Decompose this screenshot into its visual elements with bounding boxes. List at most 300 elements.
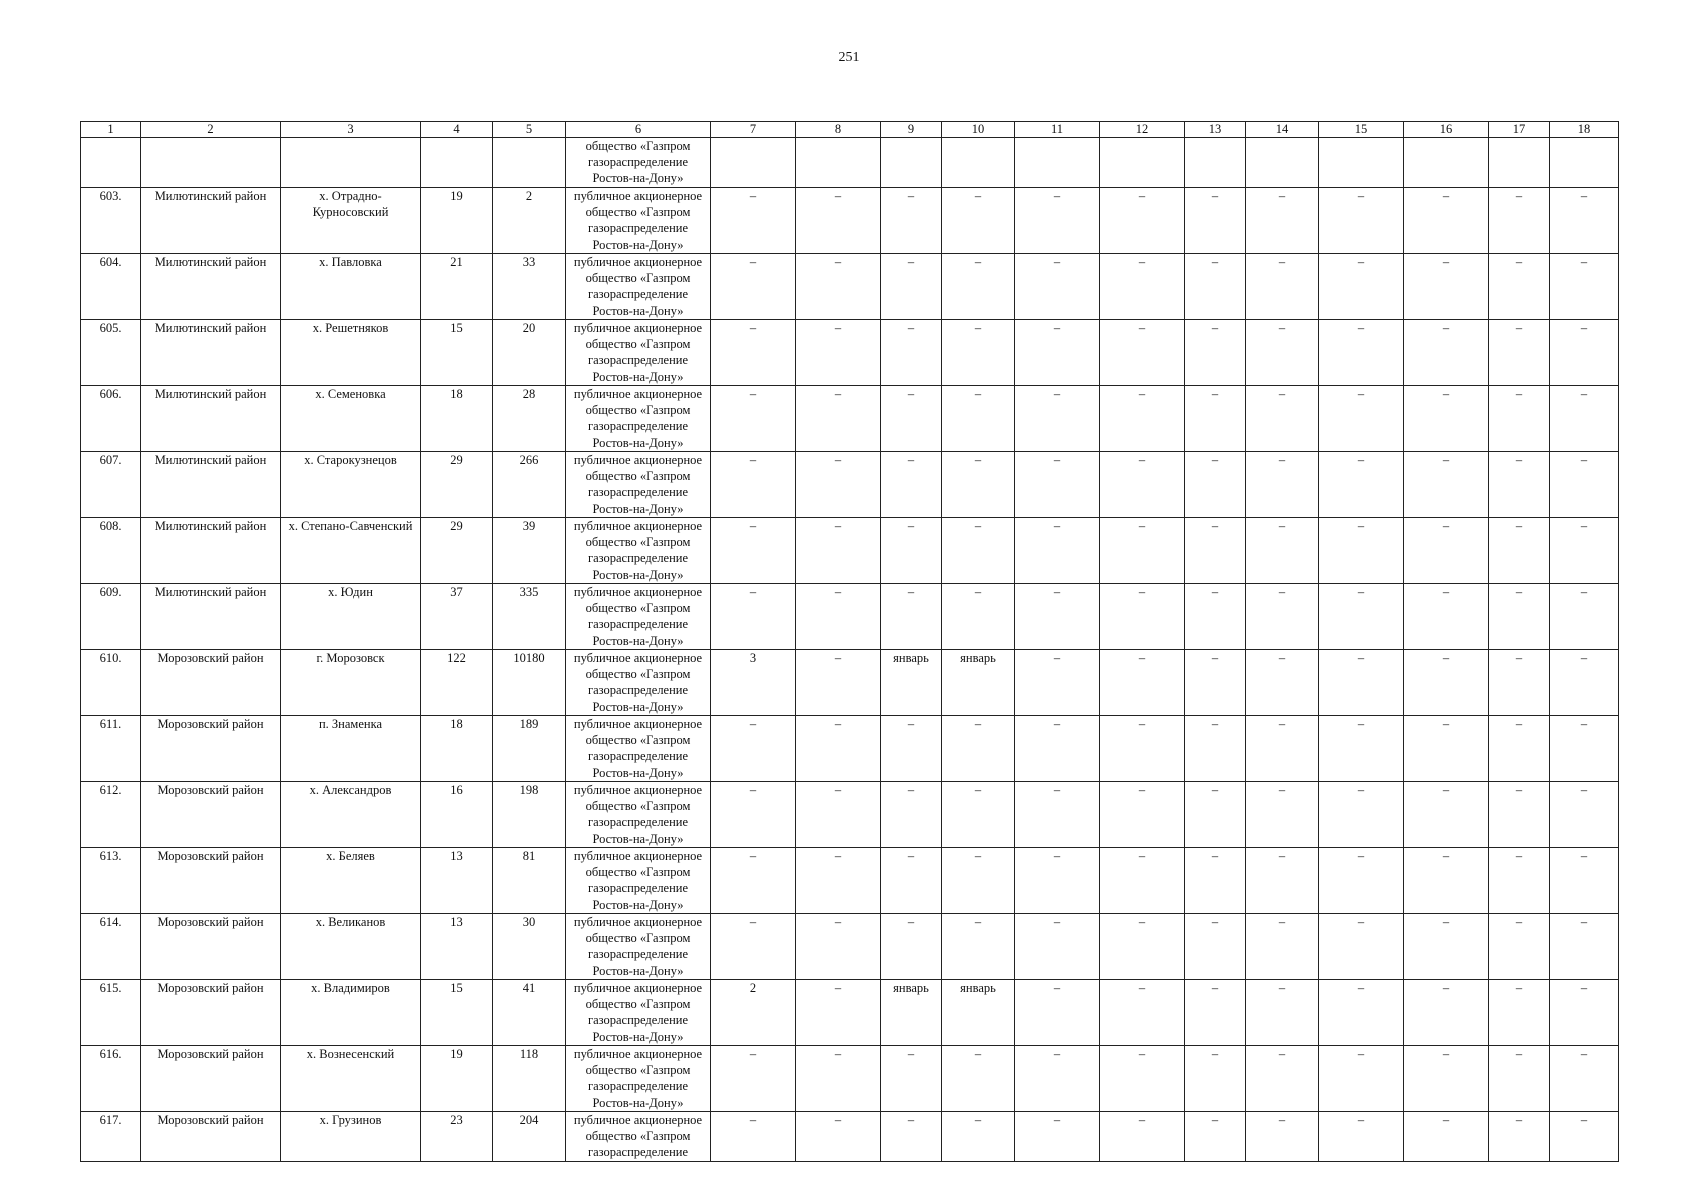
cell-col-12: – bbox=[1100, 1112, 1185, 1162]
cell-col-5: 2 bbox=[493, 188, 566, 254]
cell-col-7 bbox=[711, 138, 796, 188]
cell-col-9: – bbox=[881, 188, 942, 254]
column-header-3: 3 bbox=[281, 122, 421, 138]
cell-settlement: х. Семеновка bbox=[281, 386, 421, 452]
cell-col-4: 23 bbox=[421, 1112, 493, 1162]
cell-col-8: – bbox=[796, 1112, 881, 1162]
column-header-17: 17 bbox=[1489, 122, 1550, 138]
cell-col-9: – bbox=[881, 1112, 942, 1162]
cell-col-10: – bbox=[942, 518, 1015, 584]
cell-col-9: – bbox=[881, 1046, 942, 1112]
cell-row-number: 603. bbox=[81, 188, 141, 254]
cell-district: Милютинский район bbox=[141, 320, 281, 386]
cell-district: Морозовский район bbox=[141, 716, 281, 782]
cell-col-14: – bbox=[1246, 716, 1319, 782]
column-header-6: 6 bbox=[566, 122, 711, 138]
cell-col-13: – bbox=[1185, 452, 1246, 518]
cell-col-14: – bbox=[1246, 452, 1319, 518]
cell-organization: публичное акционерное общество «Газпром газораспределение Ростов-на-Дону» bbox=[566, 188, 711, 254]
cell-col-8: – bbox=[796, 584, 881, 650]
cell-row-number: 613. bbox=[81, 848, 141, 914]
cell-col-17: – bbox=[1489, 782, 1550, 848]
cell-organization: публичное акционерное общество «Газпром газораспределение Ростов-на-Дону» bbox=[566, 914, 711, 980]
cell-col-17: – bbox=[1489, 1046, 1550, 1112]
cell-row-number: 616. bbox=[81, 1046, 141, 1112]
cell-col-12: – bbox=[1100, 254, 1185, 320]
cell-col-15: – bbox=[1319, 980, 1404, 1046]
cell-col-10: – bbox=[942, 254, 1015, 320]
table-row bbox=[81, 1112, 1619, 1162]
cell-organization: публичное акционерное общество «Газпром газораспределение Ростов-на-Дону» bbox=[566, 980, 711, 1046]
cell-col-17: – bbox=[1489, 980, 1550, 1046]
table-row bbox=[81, 980, 1619, 1046]
cell-col-9: – bbox=[881, 452, 942, 518]
cell-col-13: – bbox=[1185, 320, 1246, 386]
column-header-4: 4 bbox=[421, 122, 493, 138]
cell-col-15 bbox=[1319, 138, 1404, 188]
column-header-1: 1 bbox=[81, 122, 141, 138]
cell-col-13: – bbox=[1185, 650, 1246, 716]
cell-col-18: – bbox=[1550, 254, 1619, 320]
cell-col-8: – bbox=[796, 518, 881, 584]
cell-col-15: – bbox=[1319, 320, 1404, 386]
cell-col-4: 13 bbox=[421, 848, 493, 914]
cell-col-13: – bbox=[1185, 254, 1246, 320]
cell-col-16 bbox=[1404, 138, 1489, 188]
cell-col-8: – bbox=[796, 782, 881, 848]
cell-col-5: 33 bbox=[493, 254, 566, 320]
cell-col-7: – bbox=[711, 518, 796, 584]
cell-organization: публичное акционерное общество «Газпром газораспределение Ростов-на-Дону» bbox=[566, 254, 711, 320]
cell-col-5: 266 bbox=[493, 452, 566, 518]
cell-col-18: – bbox=[1550, 1046, 1619, 1112]
cell-col-3 bbox=[281, 138, 421, 188]
cell-col-8: – bbox=[796, 914, 881, 980]
cell-col-11 bbox=[1015, 138, 1100, 188]
cell-col-13: – bbox=[1185, 188, 1246, 254]
cell-col-10: – bbox=[942, 320, 1015, 386]
cell-district: Милютинский район bbox=[141, 584, 281, 650]
cell-col-17: – bbox=[1489, 1112, 1550, 1162]
table-row bbox=[81, 650, 1619, 716]
cell-col-12: – bbox=[1100, 848, 1185, 914]
cell-settlement: х. Павловка bbox=[281, 254, 421, 320]
table-row bbox=[81, 386, 1619, 452]
cell-col-4: 16 bbox=[421, 782, 493, 848]
cell-col-16: – bbox=[1404, 1112, 1489, 1162]
cell-col-7: – bbox=[711, 584, 796, 650]
cell-col-12: – bbox=[1100, 386, 1185, 452]
cell-col-7: – bbox=[711, 386, 796, 452]
cell-col-10: январь bbox=[942, 650, 1015, 716]
cell-col-16: – bbox=[1404, 716, 1489, 782]
cell-col-14: – bbox=[1246, 1046, 1319, 1112]
cell-row-number: 611. bbox=[81, 716, 141, 782]
cell-col-16: – bbox=[1404, 980, 1489, 1046]
cell-col-10: – bbox=[942, 716, 1015, 782]
cell-col-12 bbox=[1100, 138, 1185, 188]
cell-col-7: – bbox=[711, 716, 796, 782]
cell-col-11: – bbox=[1015, 188, 1100, 254]
cell-district: Милютинский район bbox=[141, 452, 281, 518]
cell-col-8: – bbox=[796, 650, 881, 716]
cell-col-14: – bbox=[1246, 188, 1319, 254]
cell-col-18: – bbox=[1550, 848, 1619, 914]
cell-col-12: – bbox=[1100, 188, 1185, 254]
table-row bbox=[81, 1046, 1619, 1112]
cell-row-number: 617. bbox=[81, 1112, 141, 1162]
cell-settlement: х. Вознесенский bbox=[281, 1046, 421, 1112]
cell-col-8: – bbox=[796, 716, 881, 782]
cell-col-15: – bbox=[1319, 386, 1404, 452]
cell-col-16: – bbox=[1404, 452, 1489, 518]
cell-col-15: – bbox=[1319, 1112, 1404, 1162]
column-header-15: 15 bbox=[1319, 122, 1404, 138]
cell-col-10: – bbox=[942, 782, 1015, 848]
cell-col-8: – bbox=[796, 188, 881, 254]
cell-col-9: – bbox=[881, 782, 942, 848]
cell-col-18 bbox=[1550, 138, 1619, 188]
cell-organization: публичное акционерное общество «Газпром газораспределение Ростов-на-Дону» bbox=[566, 386, 711, 452]
cell-col-5: 10180 bbox=[493, 650, 566, 716]
table-row bbox=[81, 188, 1619, 254]
cell-col-7: – bbox=[711, 914, 796, 980]
cell-organization: публичное акционерное общество «Газпром газораспределение Ростов-на-Дону» bbox=[566, 848, 711, 914]
cell-col-1 bbox=[81, 138, 141, 188]
cell-col-5: 118 bbox=[493, 1046, 566, 1112]
cell-col-11: – bbox=[1015, 1112, 1100, 1162]
cell-col-13: – bbox=[1185, 1112, 1246, 1162]
cell-col-14: – bbox=[1246, 650, 1319, 716]
cell-col-11: – bbox=[1015, 650, 1100, 716]
cell-col-13: – bbox=[1185, 782, 1246, 848]
cell-col-16: – bbox=[1404, 584, 1489, 650]
cell-col-9: январь bbox=[881, 980, 942, 1046]
cell-col-10: – bbox=[942, 584, 1015, 650]
cell-col-12: – bbox=[1100, 782, 1185, 848]
cell-col-16: – bbox=[1404, 320, 1489, 386]
cell-col-9: – bbox=[881, 848, 942, 914]
column-header-8: 8 bbox=[796, 122, 881, 138]
cell-col-17: – bbox=[1489, 584, 1550, 650]
cell-col-16: – bbox=[1404, 386, 1489, 452]
cell-col-15: – bbox=[1319, 1046, 1404, 1112]
table-row bbox=[81, 716, 1619, 782]
cell-col-9: – bbox=[881, 518, 942, 584]
cell-settlement: г. Морозовск bbox=[281, 650, 421, 716]
cell-col-13: – bbox=[1185, 584, 1246, 650]
cell-district: Милютинский район bbox=[141, 254, 281, 320]
cell-col-13: – bbox=[1185, 848, 1246, 914]
cell-col-4: 19 bbox=[421, 188, 493, 254]
column-number-header-row bbox=[81, 122, 1619, 138]
cell-col-5: 30 bbox=[493, 914, 566, 980]
column-header-10: 10 bbox=[942, 122, 1015, 138]
cell-col-10: – bbox=[942, 386, 1015, 452]
cell-settlement: х. Степано-Савченский bbox=[281, 518, 421, 584]
cell-col-10: – bbox=[942, 1112, 1015, 1162]
cell-col-12: – bbox=[1100, 650, 1185, 716]
cell-col-18: – bbox=[1550, 980, 1619, 1046]
cell-col-16: – bbox=[1404, 650, 1489, 716]
cell-col-18: – bbox=[1550, 386, 1619, 452]
cell-col-18: – bbox=[1550, 188, 1619, 254]
cell-col-10: – bbox=[942, 848, 1015, 914]
cell-col-5: 20 bbox=[493, 320, 566, 386]
cell-col-8: – bbox=[796, 1046, 881, 1112]
cell-col-13: – bbox=[1185, 716, 1246, 782]
cell-col-17: – bbox=[1489, 320, 1550, 386]
cell-settlement: х. Грузинов bbox=[281, 1112, 421, 1162]
cell-col-11: – bbox=[1015, 980, 1100, 1046]
cell-col-10: январь bbox=[942, 980, 1015, 1046]
cell-col-15: – bbox=[1319, 914, 1404, 980]
cell-settlement: х. Беляев bbox=[281, 848, 421, 914]
cell-col-4: 19 bbox=[421, 1046, 493, 1112]
cell-col-13: – bbox=[1185, 914, 1246, 980]
cell-col-18: – bbox=[1550, 1112, 1619, 1162]
table-row bbox=[81, 782, 1619, 848]
cell-col-11: – bbox=[1015, 386, 1100, 452]
cell-col-12: – bbox=[1100, 914, 1185, 980]
cell-col-4: 15 bbox=[421, 320, 493, 386]
cell-col-4: 29 bbox=[421, 518, 493, 584]
cell-col-5 bbox=[493, 138, 566, 188]
cell-district: Морозовский район bbox=[141, 650, 281, 716]
cell-district: Морозовский район bbox=[141, 1112, 281, 1162]
cell-col-8: – bbox=[796, 848, 881, 914]
page-number: 251 bbox=[838, 50, 860, 65]
cell-col-8: – bbox=[796, 254, 881, 320]
cell-row-number: 614. bbox=[81, 914, 141, 980]
cell-col-14: – bbox=[1246, 782, 1319, 848]
cell-col-15: – bbox=[1319, 716, 1404, 782]
column-header-2: 2 bbox=[141, 122, 281, 138]
cell-col-14 bbox=[1246, 138, 1319, 188]
cell-col-8: – bbox=[796, 386, 881, 452]
cell-col-15: – bbox=[1319, 254, 1404, 320]
column-header-14: 14 bbox=[1246, 122, 1319, 138]
cell-col-4: 37 bbox=[421, 584, 493, 650]
cell-col-7: – bbox=[711, 452, 796, 518]
cell-row-number: 608. bbox=[81, 518, 141, 584]
cell-col-11: – bbox=[1015, 1046, 1100, 1112]
cell-col-17: – bbox=[1489, 452, 1550, 518]
cell-col-16: – bbox=[1404, 848, 1489, 914]
cell-col-15: – bbox=[1319, 518, 1404, 584]
cell-col-12: – bbox=[1100, 584, 1185, 650]
cell-col-11: – bbox=[1015, 848, 1100, 914]
cell-col-11: – bbox=[1015, 914, 1100, 980]
cell-settlement: х. Владимиров bbox=[281, 980, 421, 1046]
cell-row-number: 607. bbox=[81, 452, 141, 518]
cell-col-12: – bbox=[1100, 980, 1185, 1046]
cell-col-12: – bbox=[1100, 452, 1185, 518]
cell-col-12: – bbox=[1100, 320, 1185, 386]
cell-row-number: 610. bbox=[81, 650, 141, 716]
cell-col-10 bbox=[942, 138, 1015, 188]
cell-col-16: – bbox=[1404, 1046, 1489, 1112]
cell-col-5: 198 bbox=[493, 782, 566, 848]
cell-col-18: – bbox=[1550, 518, 1619, 584]
cell-col-7: – bbox=[711, 1112, 796, 1162]
cell-col-7: – bbox=[711, 254, 796, 320]
cell-district: Морозовский район bbox=[141, 848, 281, 914]
cell-col-5: 204 bbox=[493, 1112, 566, 1162]
cell-col-16: – bbox=[1404, 782, 1489, 848]
cell-col-18: – bbox=[1550, 584, 1619, 650]
cell-col-4: 21 bbox=[421, 254, 493, 320]
cell-organization: общество «Газпром газораспределение Ростов-на-Дону» bbox=[566, 138, 711, 188]
cell-col-4: 122 bbox=[421, 650, 493, 716]
cell-col-17: – bbox=[1489, 518, 1550, 584]
cell-col-17: – bbox=[1489, 716, 1550, 782]
cell-district: Морозовский район bbox=[141, 782, 281, 848]
cell-col-11: – bbox=[1015, 320, 1100, 386]
cell-col-13: – bbox=[1185, 386, 1246, 452]
column-header-13: 13 bbox=[1185, 122, 1246, 138]
cell-col-18: – bbox=[1550, 782, 1619, 848]
cell-col-9: – bbox=[881, 254, 942, 320]
cell-col-14: – bbox=[1246, 1112, 1319, 1162]
cell-col-11: – bbox=[1015, 782, 1100, 848]
cell-col-9: – bbox=[881, 914, 942, 980]
cell-col-15: – bbox=[1319, 650, 1404, 716]
cell-col-5: 189 bbox=[493, 716, 566, 782]
cell-col-16: – bbox=[1404, 254, 1489, 320]
cell-col-12: – bbox=[1100, 1046, 1185, 1112]
cell-col-10: – bbox=[942, 914, 1015, 980]
cell-col-18: – bbox=[1550, 914, 1619, 980]
cell-col-14: – bbox=[1246, 914, 1319, 980]
cell-row-number: 612. bbox=[81, 782, 141, 848]
cell-col-4: 15 bbox=[421, 980, 493, 1046]
cell-col-7: – bbox=[711, 188, 796, 254]
cell-col-16: – bbox=[1404, 518, 1489, 584]
cell-organization: публичное акционерное общество «Газпром газораспределение Ростов-на-Дону» bbox=[566, 584, 711, 650]
cell-col-16: – bbox=[1404, 914, 1489, 980]
cell-col-16: – bbox=[1404, 188, 1489, 254]
cell-col-10: – bbox=[942, 188, 1015, 254]
cell-col-5: 28 bbox=[493, 386, 566, 452]
cell-col-17 bbox=[1489, 138, 1550, 188]
cell-col-17: – bbox=[1489, 848, 1550, 914]
cell-col-5: 39 bbox=[493, 518, 566, 584]
cell-organization: публичное акционерное общество «Газпром газораспределение Ростов-на-Дону» bbox=[566, 1046, 711, 1112]
cell-col-7: – bbox=[711, 320, 796, 386]
cell-col-8 bbox=[796, 138, 881, 188]
cell-col-7: – bbox=[711, 782, 796, 848]
cell-settlement: п. Знаменка bbox=[281, 716, 421, 782]
cell-settlement: х. Старокузнецов bbox=[281, 452, 421, 518]
cell-col-14: – bbox=[1246, 386, 1319, 452]
cell-col-7: 2 bbox=[711, 980, 796, 1046]
cell-col-18: – bbox=[1550, 716, 1619, 782]
cell-col-11: – bbox=[1015, 584, 1100, 650]
cell-col-11: – bbox=[1015, 254, 1100, 320]
column-header-9: 9 bbox=[881, 122, 942, 138]
table-row bbox=[81, 914, 1619, 980]
cell-col-15: – bbox=[1319, 782, 1404, 848]
table-row bbox=[81, 518, 1619, 584]
cell-district: Милютинский район bbox=[141, 188, 281, 254]
cell-col-17: – bbox=[1489, 386, 1550, 452]
cell-col-4 bbox=[421, 138, 493, 188]
cell-col-14: – bbox=[1246, 584, 1319, 650]
cell-settlement: х. Юдин bbox=[281, 584, 421, 650]
cell-col-11: – bbox=[1015, 518, 1100, 584]
cell-organization: публичное акционерное общество «Газпром газораспределение Ростов-на-Дону» bbox=[566, 452, 711, 518]
cell-organization: публичное акционерное общество «Газпром газораспределение Ростов-на-Дону» bbox=[566, 782, 711, 848]
cell-col-9 bbox=[881, 138, 942, 188]
cell-col-11: – bbox=[1015, 716, 1100, 782]
cell-col-14: – bbox=[1246, 848, 1319, 914]
cell-col-8: – bbox=[796, 980, 881, 1046]
cell-col-4: 18 bbox=[421, 716, 493, 782]
cell-col-5: 335 bbox=[493, 584, 566, 650]
cell-col-15: – bbox=[1319, 188, 1404, 254]
cell-col-11: – bbox=[1015, 452, 1100, 518]
table-row bbox=[81, 254, 1619, 320]
cell-col-13: – bbox=[1185, 1046, 1246, 1112]
cell-col-17: – bbox=[1489, 254, 1550, 320]
cell-district: Морозовский район bbox=[141, 980, 281, 1046]
cell-row-number: 606. bbox=[81, 386, 141, 452]
column-header-12: 12 bbox=[1100, 122, 1185, 138]
cell-col-15: – bbox=[1319, 452, 1404, 518]
cell-col-13 bbox=[1185, 138, 1246, 188]
cell-col-9: – bbox=[881, 320, 942, 386]
cell-district: Морозовский район bbox=[141, 1046, 281, 1112]
cell-row-number: 615. bbox=[81, 980, 141, 1046]
cell-col-5: 41 bbox=[493, 980, 566, 1046]
cell-settlement: х. Отрадно-Курносовский bbox=[281, 188, 421, 254]
cell-row-number: 609. bbox=[81, 584, 141, 650]
cell-col-18: – bbox=[1550, 650, 1619, 716]
cell-organization: публичное акционерное общество «Газпром газораспределение Ростов-на-Дону» bbox=[566, 650, 711, 716]
cell-col-7: 3 bbox=[711, 650, 796, 716]
cell-organization: публичное акционерное общество «Газпром газораспределение bbox=[566, 1112, 711, 1162]
cell-col-18: – bbox=[1550, 320, 1619, 386]
cell-col-4: 18 bbox=[421, 386, 493, 452]
cell-district: Морозовский район bbox=[141, 914, 281, 980]
column-header-11: 11 bbox=[1015, 122, 1100, 138]
cell-col-13: – bbox=[1185, 980, 1246, 1046]
cell-col-13: – bbox=[1185, 518, 1246, 584]
cell-settlement: х. Решетняков bbox=[281, 320, 421, 386]
cell-col-4: 13 bbox=[421, 914, 493, 980]
cell-settlement: х. Великанов bbox=[281, 914, 421, 980]
column-header-5: 5 bbox=[493, 122, 566, 138]
cell-col-12: – bbox=[1100, 716, 1185, 782]
continuation-row bbox=[81, 138, 1619, 188]
cell-col-10: – bbox=[942, 1046, 1015, 1112]
cell-col-9: январь bbox=[881, 650, 942, 716]
cell-col-9: – bbox=[881, 386, 942, 452]
cell-col-14: – bbox=[1246, 254, 1319, 320]
cell-organization: публичное акционерное общество «Газпром газораспределение Ростов-на-Дону» bbox=[566, 716, 711, 782]
cell-col-12: – bbox=[1100, 518, 1185, 584]
cell-col-15: – bbox=[1319, 848, 1404, 914]
table-row bbox=[81, 320, 1619, 386]
gasification-register-table bbox=[80, 121, 1619, 1162]
table-row bbox=[81, 584, 1619, 650]
column-header-18: 18 bbox=[1550, 122, 1619, 138]
cell-col-7: – bbox=[711, 848, 796, 914]
cell-col-7: – bbox=[711, 1046, 796, 1112]
cell-col-18: – bbox=[1550, 452, 1619, 518]
cell-organization: публичное акционерное общество «Газпром газораспределение Ростов-на-Дону» bbox=[566, 320, 711, 386]
